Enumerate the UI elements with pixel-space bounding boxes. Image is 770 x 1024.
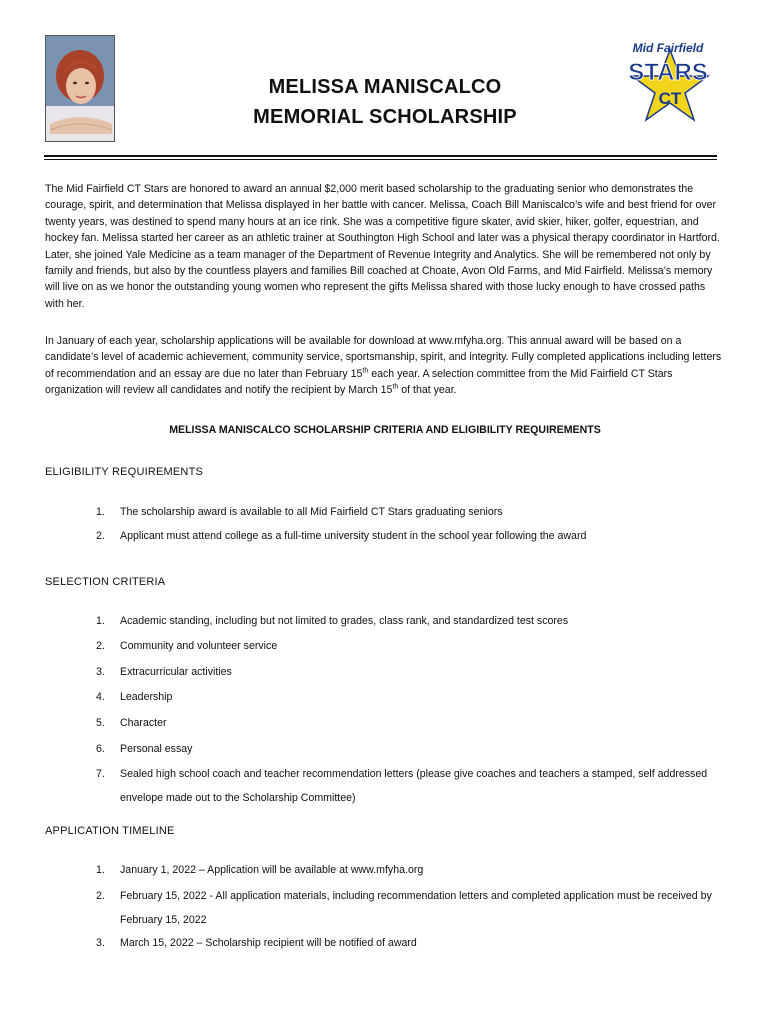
list-text: Sealed high school coach and teacher recommendation letters (please give coaches and teachers a stamped, self addressed envelope made out to the Scholarship Committee) <box>120 768 708 804</box>
list-number: 3. <box>96 666 105 678</box>
stars-logo-graphic <box>620 38 716 130</box>
logo-text-stars: STARS <box>628 59 708 86</box>
list-number: 6. <box>96 743 105 755</box>
list-text: Character <box>120 717 167 729</box>
application-timeline-heading: APPLICATION TIMELINE <box>45 825 175 837</box>
intro-paragraph: The Mid Fairfield CT Stars are honored to award an annual $2,000 merit based scholarship to the graduating senior who demonstrates the courage, spirit, and determination that Melissa displayed in her battle with cancer. Melissa, Coach Bill Maniscalco’s wife and best friend for over twenty years, was destined to spend many hours at an ice rink. She was a competitive figure skater, avid skier, hiker, golfer, equestrian, and hockey fan. Melissa started her career as an athletic trainer at Southington High School and later was a physical therapy coordinator in Hartford. Later, she joined Yale Medicine as a team manager of the Department of Revenue Integrity and Analytics. She will be remembered not only by family and friends, but also by the countless players and families Bill coached at Choate, Avon Old Farms, and Mid Fairfield. Melissa’s memory will live on as we honor the outstanding young women who represent the gifts Melissa shared with those lucky enough to have crossed paths with her. <box>45 183 720 310</box>
list-number: 1. <box>96 864 105 876</box>
list-text: Academic standing, including but not limited to grades, class rank, and standardized test scores <box>120 615 569 627</box>
superscript-th: th <box>392 383 399 391</box>
eligibility-heading: ELIGIBILITY REQUIREMENTS <box>45 466 204 478</box>
application-text-1: In January of each year, scholarship applications will be available for download at www.mfyha.org. This annual award will be based on a candidate’s level of academic achievement, community service, sportsmanship, spirit, and integrity. Fully completed applications including letters of recommendation and an essay are due no later than February 15 <box>45 335 722 380</box>
list-text: Community and volunteer service <box>120 640 278 652</box>
list-text: Personal essay <box>120 743 193 755</box>
application-text-3: of that year. <box>398 384 457 397</box>
list-text: The scholarship award is available to all Mid Fairfield CT Stars graduating seniors <box>120 506 503 518</box>
list-number: 2. <box>96 640 105 652</box>
list-number: 4. <box>96 691 105 703</box>
list-number: 3. <box>96 937 105 949</box>
portrait-image <box>46 36 114 141</box>
criteria-section-title: MELISSA MANISCALCO SCHOLARSHIP CRITERIA AND ELIGIBILITY REQUIREMENTS <box>169 424 601 436</box>
title-line-1: MELISSA MANISCALCO <box>268 76 502 98</box>
superscript-th: th <box>362 367 369 375</box>
logo-text-ct: CT <box>658 89 682 108</box>
header-divider-thin <box>44 159 717 160</box>
list-number: 2. <box>96 530 105 542</box>
page-title <box>150 72 620 132</box>
logo-text-mid-fairfield: Mid Fairfield <box>632 41 704 55</box>
list-text: Extracurricular activities <box>120 666 232 678</box>
title-line-2: MEMORIAL SCHOLARSHIP <box>253 106 517 128</box>
list-text: February 15, 2022 - All application materials, including recommendation letters and completed application must be received by February 15, 2022 <box>120 890 712 926</box>
list-text: Applicant must attend college as a full-time university student in the school year following the award <box>120 530 587 542</box>
selection-criteria-heading: SELECTION CRITERIA <box>45 576 166 588</box>
mid-fairfield-stars-logo <box>620 38 716 130</box>
application-text-2: each year. A selection committee from the Mid Fairfield CT Stars organization will review all candidates and notify the recipient by March 15 <box>45 367 673 397</box>
list-number: 7. <box>96 768 105 780</box>
list-number: 2. <box>96 890 105 902</box>
list-text: March 15, 2022 – Scholarship recipient will be notified of award <box>120 937 417 949</box>
list-number: 5. <box>96 717 105 729</box>
portrait-photo <box>45 35 115 142</box>
header-divider-thick <box>44 155 717 157</box>
list-text: January 1, 2022 – Application will be available at www.mfyha.org <box>120 864 424 876</box>
list-number: 1. <box>96 506 105 518</box>
list-number: 1. <box>96 615 105 627</box>
list-text: Leadership <box>120 691 173 703</box>
application-paragraph <box>45 333 725 399</box>
